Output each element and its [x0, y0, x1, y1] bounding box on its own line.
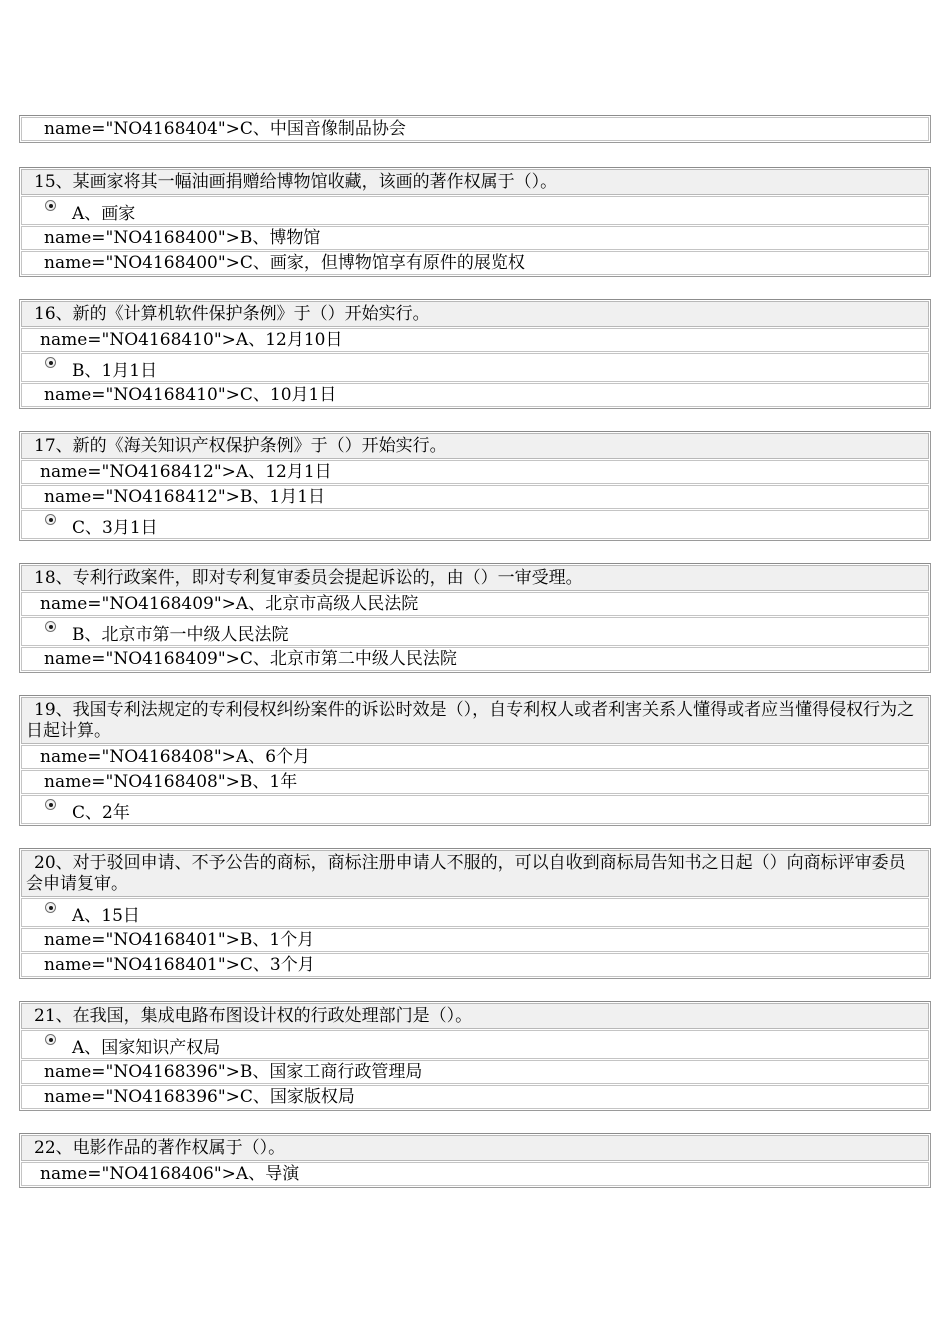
question-table: [19, 695, 931, 826]
question-text: 19、我国专利法规定的专利侵权纠纷案件的诉讼时效是（），自专利权人或者利害关系人懂得或者应当懂得侵权行为之日起计算。: [21, 697, 929, 744]
answer-option-label: name="NO4168412">B、1月1日: [44, 487, 326, 507]
answer-option-label: name="NO4168409">C、北京市第二中级人民法院: [44, 649, 457, 669]
radio-selected-icon[interactable]: [45, 357, 56, 368]
answer-option: [21, 117, 929, 141]
answer-option: [21, 226, 929, 250]
answer-option-label: name="NO4168409">A、北京市高级人民法院: [40, 594, 419, 614]
answer-option[interactable]: [21, 795, 929, 824]
question-table: [19, 167, 931, 277]
answer-option-label: A、国家知识产权局: [72, 1038, 221, 1058]
answer-option-label: name="NO4168401">B、1个月: [44, 930, 315, 950]
answer-option-label: B、北京市第一中级人民法院: [72, 625, 289, 645]
answer-option[interactable]: [21, 1030, 929, 1059]
question-table: [19, 431, 931, 541]
question-text: 17、新的《海关知识产权保护条例》于（）开始实行。: [21, 433, 929, 459]
answer-option[interactable]: [21, 196, 929, 225]
answer-option: [21, 1162, 929, 1186]
question-table: [19, 1133, 931, 1188]
answer-option: [21, 1060, 929, 1084]
answer-option-label: C、2年: [72, 803, 130, 823]
answer-option: [21, 485, 929, 509]
answer-option-label: name="NO4168410">A、12月10日: [40, 330, 343, 350]
answer-option[interactable]: [21, 898, 929, 927]
answer-option: [21, 745, 929, 769]
answer-option-label: name="NO4168408">A、6个月: [40, 747, 311, 767]
answer-option-label: name="NO4168400">B、博物馆: [44, 228, 321, 248]
radio-selected-icon[interactable]: [45, 621, 56, 632]
answer-option: [21, 328, 929, 352]
question-text: 16、新的《计算机软件保护条例》于（）开始实行。: [21, 301, 929, 327]
question-table: [19, 848, 931, 979]
answer-option: [21, 460, 929, 484]
answer-option: [21, 592, 929, 616]
answer-option-label: A、画家: [72, 204, 136, 224]
answer-option-label: name="NO4168396">C、国家版权局: [44, 1087, 355, 1107]
answer-option: [21, 647, 929, 671]
answer-option[interactable]: [21, 510, 929, 539]
question-table: [19, 115, 931, 143]
quiz-page: [19, 115, 931, 1210]
answer-option[interactable]: [21, 617, 929, 646]
answer-option: [21, 953, 929, 977]
radio-selected-icon[interactable]: [45, 1034, 56, 1045]
radio-selected-icon[interactable]: [45, 902, 56, 913]
radio-selected-icon[interactable]: [45, 514, 56, 525]
answer-option-label: name="NO4168401">C、3个月: [44, 955, 315, 975]
question-text: 21、在我国，集成电路布图设计权的行政处理部门是（）。: [21, 1003, 929, 1029]
question-text: 22、电影作品的著作权属于（）。: [21, 1135, 929, 1161]
answer-option[interactable]: [21, 353, 929, 382]
answer-option-label: name="NO4168406">A、导演: [40, 1164, 300, 1184]
question-table: [19, 1001, 931, 1111]
answer-option-label: B、1月1日: [72, 361, 158, 381]
answer-option-label: name="NO4168408">B、1年: [44, 772, 298, 792]
answer-option: [21, 383, 929, 407]
radio-selected-icon[interactable]: [45, 200, 56, 211]
answer-option-label: C、3月1日: [72, 518, 158, 538]
answer-option: [21, 1085, 929, 1109]
question-table: [19, 563, 931, 673]
answer-option-label: name="NO4168404">C、中国音像制品协会: [44, 119, 406, 139]
question-text: 15、某画家将其一幅油画捐赠给博物馆收藏，该画的著作权属于（）。: [21, 169, 929, 195]
answer-option-label: name="NO4168400">C、画家，但博物馆享有原件的展览权: [44, 253, 525, 273]
answer-option: [21, 770, 929, 794]
answer-option: [21, 928, 929, 952]
question-table: [19, 299, 931, 409]
answer-option-label: name="NO4168410">C、10月1日: [44, 385, 337, 405]
answer-option-label: name="NO4168396">B、国家工商行政管理局: [44, 1062, 423, 1082]
answer-option-label: A、15日: [72, 906, 140, 926]
question-text: 18、专利行政案件，即对专利复审委员会提起诉讼的，由（）一审受理。: [21, 565, 929, 591]
radio-selected-icon[interactable]: [45, 799, 56, 810]
question-text: 20、对于驳回申请、不予公告的商标，商标注册申请人不服的，可以自收到商标局告知书之日起（）向商标评审委员会申请复审。: [21, 850, 929, 897]
answer-option-label: name="NO4168412">A、12月1日: [40, 462, 332, 482]
answer-option: [21, 251, 929, 275]
